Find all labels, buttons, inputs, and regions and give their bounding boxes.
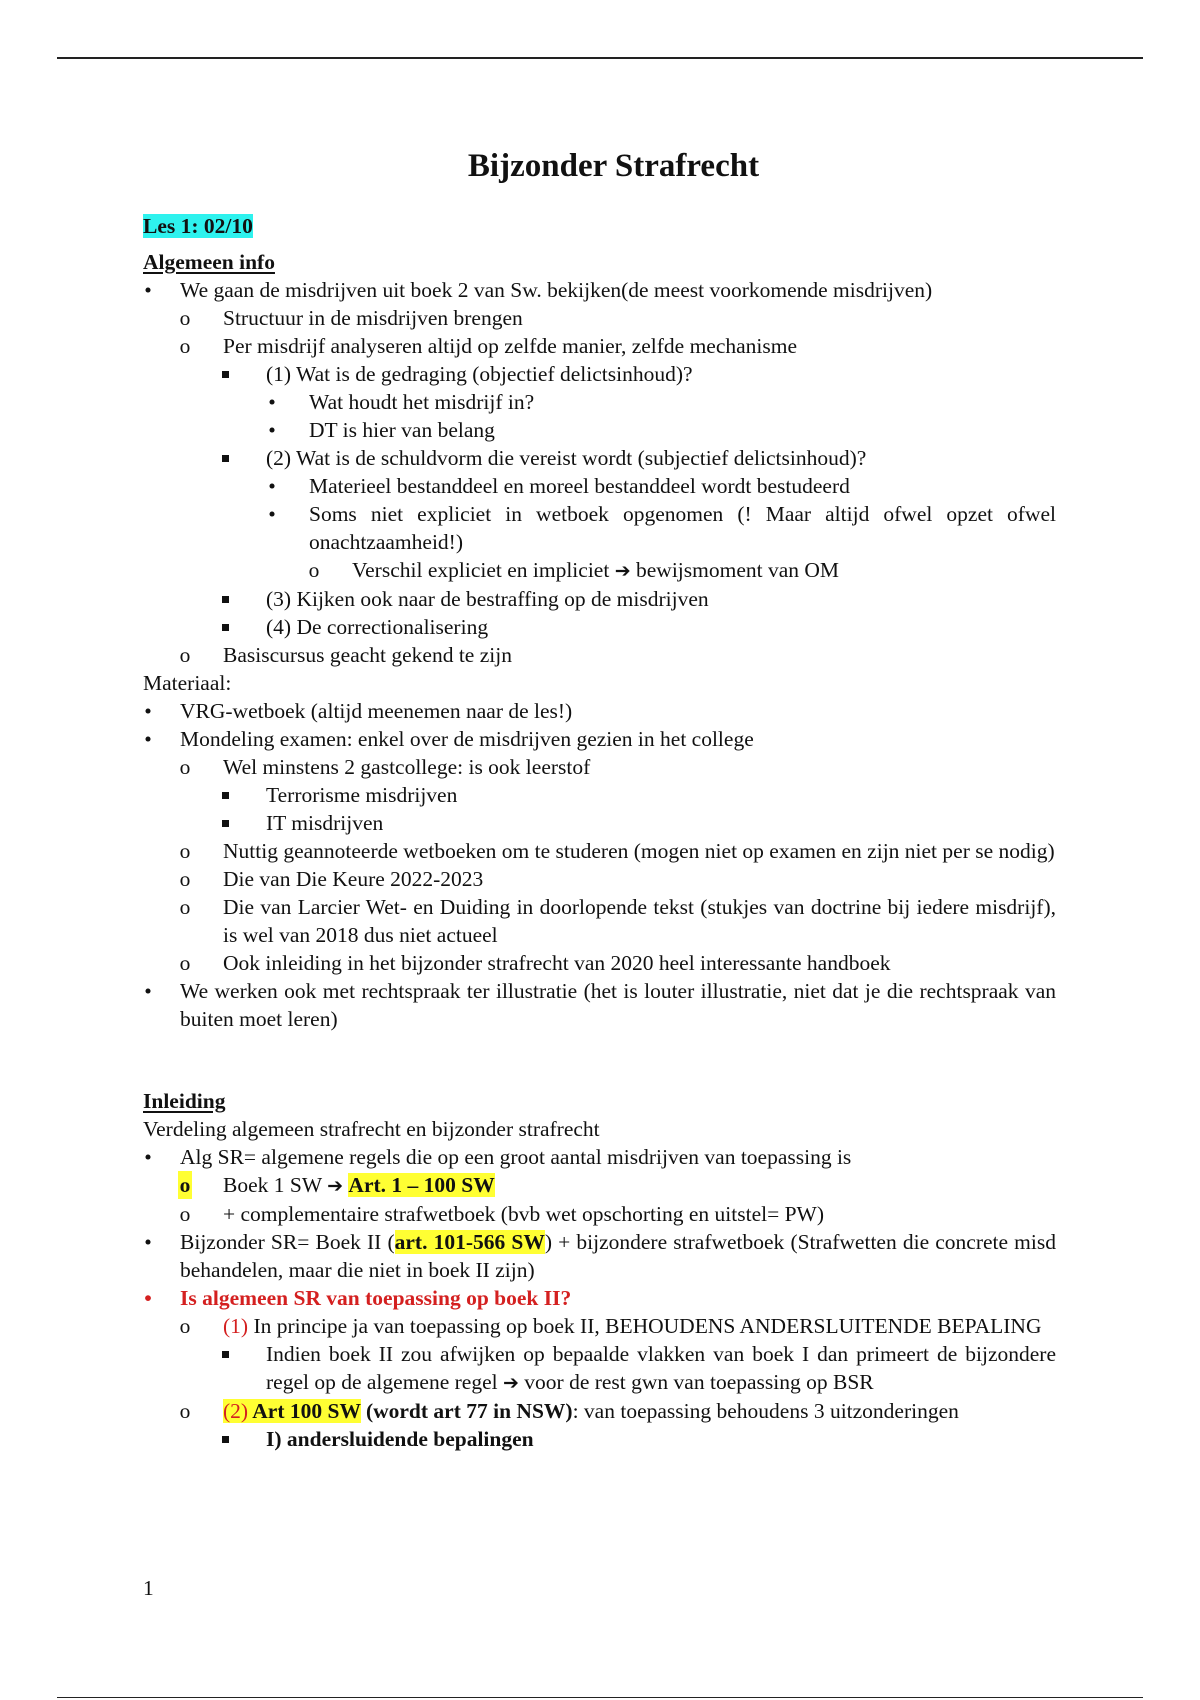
list-item: o (1) In principe ja van toepassing op boek II, BEHOUDENS ANDERSLUITENDE BEPALING Indien boek II zou afwijken op bepaalde vlakken van boek I dan primeert de bijzondere regel op de algemene regel ➔ voor de rest gwn van toepassing op BSR	[180, 1312, 1056, 1397]
list-item: o (2) Art 100 SW (wordt art 77 in NSW): van toepassing behoudens 3 uitzonderingen I) andersluidende bepalingen	[180, 1397, 1056, 1453]
list-item: • Materieel bestanddeel en moreel bestanddeel wordt bestudeerd	[266, 472, 1056, 500]
algemeen-list	[143, 276, 1056, 669]
bullet-marker: •	[268, 418, 276, 442]
key-question: Is algemeen SR van toepassing op boek II?	[180, 1286, 572, 1310]
bullet-marker: •	[144, 1145, 152, 1169]
square-marker	[220, 1340, 234, 1368]
list-item: o Ook inleiding in het bijzonder strafrecht van 2020 heel interessante handboek	[179, 951, 891, 975]
circle-marker: o	[179, 1314, 191, 1338]
header-rule	[57, 57, 1143, 59]
lesson-date	[143, 212, 1056, 240]
list-item: (2) Wat is de schuldvorm die vereist wordt (subjectief delictsinhoud)? • Materieel bestanddeel en moreel bestanddeel wordt bestudeerd • Soms niet expliciet in wetboek opgenomen (! Maar altijd ofwel opzet ofwel onachtzaamheid!) o Verschil expliciet en impliciet ➔ bewijsmoment van OM	[223, 444, 1056, 585]
circle-marker: o	[179, 867, 191, 891]
arrow-icon: ➔	[614, 560, 631, 582]
circle-marker: o	[179, 755, 191, 779]
materiaal-label: Materiaal:	[143, 671, 232, 695]
square-marker	[220, 585, 234, 613]
list-item: (1) Wat is de gedraging (objectief delictsinhoud)? • Wat houdt het misdrijf in? • DT is hier van belang	[223, 360, 1056, 444]
inleiding-list	[143, 1143, 1056, 1453]
circle-marker: o	[308, 558, 320, 582]
bullet-marker: •	[268, 502, 276, 526]
list-item: IT misdrijven	[223, 809, 1056, 837]
circle-marker: o	[179, 334, 191, 358]
list-item: • Alg SR= algemene regels die op een groot aantal misdrijven van toepassing is o Boek 1 SW ➔ Art. 1 – 100 SW o + complementaire strafwetboek (bvb wet opschorting en uitstel= PW)	[143, 1143, 1056, 1228]
list-item: • Soms niet expliciet in wetboek opgenomen (! Maar altijd ofwel opzet ofwel onachtzaamheid!) o Verschil expliciet en impliciet ➔ bewijsmoment van OM	[266, 500, 1056, 585]
circle-marker: o	[179, 839, 191, 863]
article-highlight: art. 101-566 SW	[394, 1230, 545, 1254]
square-marker	[220, 360, 234, 388]
list-item: o Die van Larcier Wet- en Duiding in doorlopende tekst (stukjes van doctrine bij iedere misdrijf), is wel van 2018 dus niet actueel	[179, 895, 1056, 947]
inleiding-intro: Verdeling algemeen strafrecht en bijzonder strafrecht	[143, 1117, 600, 1141]
circle-marker: o	[179, 1202, 191, 1226]
circle-marker: o	[179, 895, 191, 919]
list-item: • Mondeling examen: enkel over de misdrijven gezien in het college o Wel minstens 2 gastcollege: is ook leerstof Terrorisme misdrijven IT misdrijven o Nuttig geannoteerde wetboeken om te studeren (mogen niet op examen en zijn niet per se nodig) o Die van Die Keure 2022-2023 o Die van Larcier Wet- en Duiding in doorlopende tekst (stukjes van doctrine bij iedere misdrijf), is wel van 2018 dus niet actueel o Ook inleiding in het bijzonder strafrecht van 2020 heel interessante handboek	[143, 725, 1056, 977]
square-marker	[220, 613, 234, 641]
list-item: • Bijzonder SR= Boek II (art. 101-566 SW) + bijzondere strafwetboek (Strafwetten die concrete misd behandelen, maar die niet in boek II zijn)	[143, 1228, 1056, 1284]
list-item: o Nuttig geannoteerde wetboeken om te studeren (mogen niet op examen en zijn niet per se nodig)	[179, 839, 1055, 863]
circle-marker: o	[179, 1399, 191, 1423]
square-marker	[220, 781, 234, 809]
bullet-marker: •	[144, 278, 152, 302]
square-marker	[220, 1425, 234, 1453]
bullet-marker: •	[144, 727, 152, 751]
list-item: Terrorisme misdrijven	[223, 781, 1056, 809]
list-item: o Die van Die Keure 2022-2023	[179, 867, 484, 891]
section-spacer	[143, 1033, 1056, 1087]
list-item: o Structuur in de misdrijven brengen	[179, 306, 523, 330]
list-item: o Verschil expliciet en impliciet ➔ bewijsmoment van OM	[308, 558, 840, 582]
list-item: Indien boek II zou afwijken op bepaalde vlakken van boek I dan primeert de bijzondere regel op de algemene regel ➔ voor de rest gwn van toepassing op BSR	[223, 1340, 1056, 1397]
footer-rule	[57, 1697, 1143, 1698]
list-item: • DT is hier van belang	[266, 416, 1056, 444]
arrow-icon: ➔	[327, 1175, 344, 1197]
list-item: • Wat houdt het misdrijf in?	[266, 388, 1056, 416]
bullet-marker: •	[144, 979, 152, 1003]
bullet-marker: •	[144, 1230, 152, 1254]
list-item: (3) Kijken ook naar de bestraffing op de misdrijven	[223, 585, 1056, 613]
circle-marker: o	[179, 306, 191, 330]
circle-marker: o	[179, 951, 191, 975]
circle-marker: o	[179, 1173, 191, 1197]
circle-marker: o	[179, 643, 191, 667]
list-item: o Per misdrijf analyseren altijd op zelfde manier, zelfde mechanisme (1) Wat is de gedraging (objectief delictsinhoud)? • Wat houdt het misdrijf in? • DT is hier van belang (2) Wat is de schuldvorm die vereist wordt (subjectief delictsinhoud)? • Materieel bestanddeel en moreel bestanddeel wordt bestudeerd • Soms niet expliciet in wetboek opgenomen (! Maar altijd ofwel opzet ofwel onachtzaamheid!) o Verschil expliciet en impliciet ➔ bewijsmoment van OM (3) Kijken ook naar de bestraffing op de misdrijven (4) De correctionalisering	[179, 334, 1056, 639]
bullet-marker: •	[268, 390, 276, 414]
section-heading-algemeen: Algemeen info	[143, 250, 275, 274]
arrow-icon: ➔	[502, 1372, 519, 1394]
list-item: o Boek 1 SW ➔ Art. 1 – 100 SW	[179, 1173, 495, 1197]
page-number: 1	[143, 1576, 154, 1600]
square-marker	[220, 444, 234, 472]
bullet-marker: •	[268, 474, 276, 498]
list-item: o + complementaire strafwetboek (bvb wet opschorting en uitstel= PW)	[179, 1202, 825, 1226]
list-item: o Basiscursus geacht gekend te zijn	[179, 643, 512, 667]
bullet-marker: •	[144, 1286, 152, 1310]
article-highlight: (2) Art 100 SW	[223, 1399, 361, 1423]
square-marker	[220, 809, 234, 837]
document-title: Bijzonder Strafrecht	[467, 148, 760, 184]
list-item: • We gaan de misdrijven uit boek 2 van Sw. bekijken(de meest voorkomende misdrijven) o Structuur in de misdrijven brengen o Per misdrijf analyseren altijd op zelfde manier, zelfde mechanisme (1) Wat is de gedraging (objectief delictsinhoud)? • Wat houdt het misdrijf in? • DT is hier van belang (2) Wat is de schuldvorm die vereist wordt (subjectief delictsinhoud)? • Materieel bestanddeel en moreel bestanddeel wordt bestudeerd • Soms niet expliciet in wetboek opgenomen (! Maar altijd ofwel opzet ofwel onachtzaamheid!) o Verschil expliciet en impliciet ➔ bewijsmoment van OM (3) Kijken ook naar de bestraffing op de misdrijven (4) De correctionalisering o Basiscursus geacht gekend te zijn	[143, 276, 1056, 669]
list-item: I) andersluidende bepalingen	[223, 1425, 1056, 1453]
article-highlight: Art. 1 – 100 SW	[348, 1173, 495, 1197]
list-item: o Wel minstens 2 gastcollege: is ook leerstof Terrorisme misdrijven IT misdrijven	[180, 753, 1056, 837]
section-heading-inleiding: Inleiding	[143, 1089, 226, 1113]
list-item	[143, 1284, 1056, 1453]
bullet-marker: •	[144, 699, 152, 723]
document-page	[143, 138, 1056, 1453]
list-item: (4) De correctionalisering	[223, 613, 1056, 641]
materiaal-list	[143, 697, 1056, 1033]
list-item: • We werken ook met rechtspraak ter illustratie (het is louter illustratie, niet dat je die rechtspraak van buiten moet leren)	[143, 977, 1056, 1033]
lesson-date-highlight: Les 1: 02/10	[143, 214, 253, 238]
list-item: • VRG-wetboek (altijd meenemen naar de les!)	[143, 697, 1056, 725]
